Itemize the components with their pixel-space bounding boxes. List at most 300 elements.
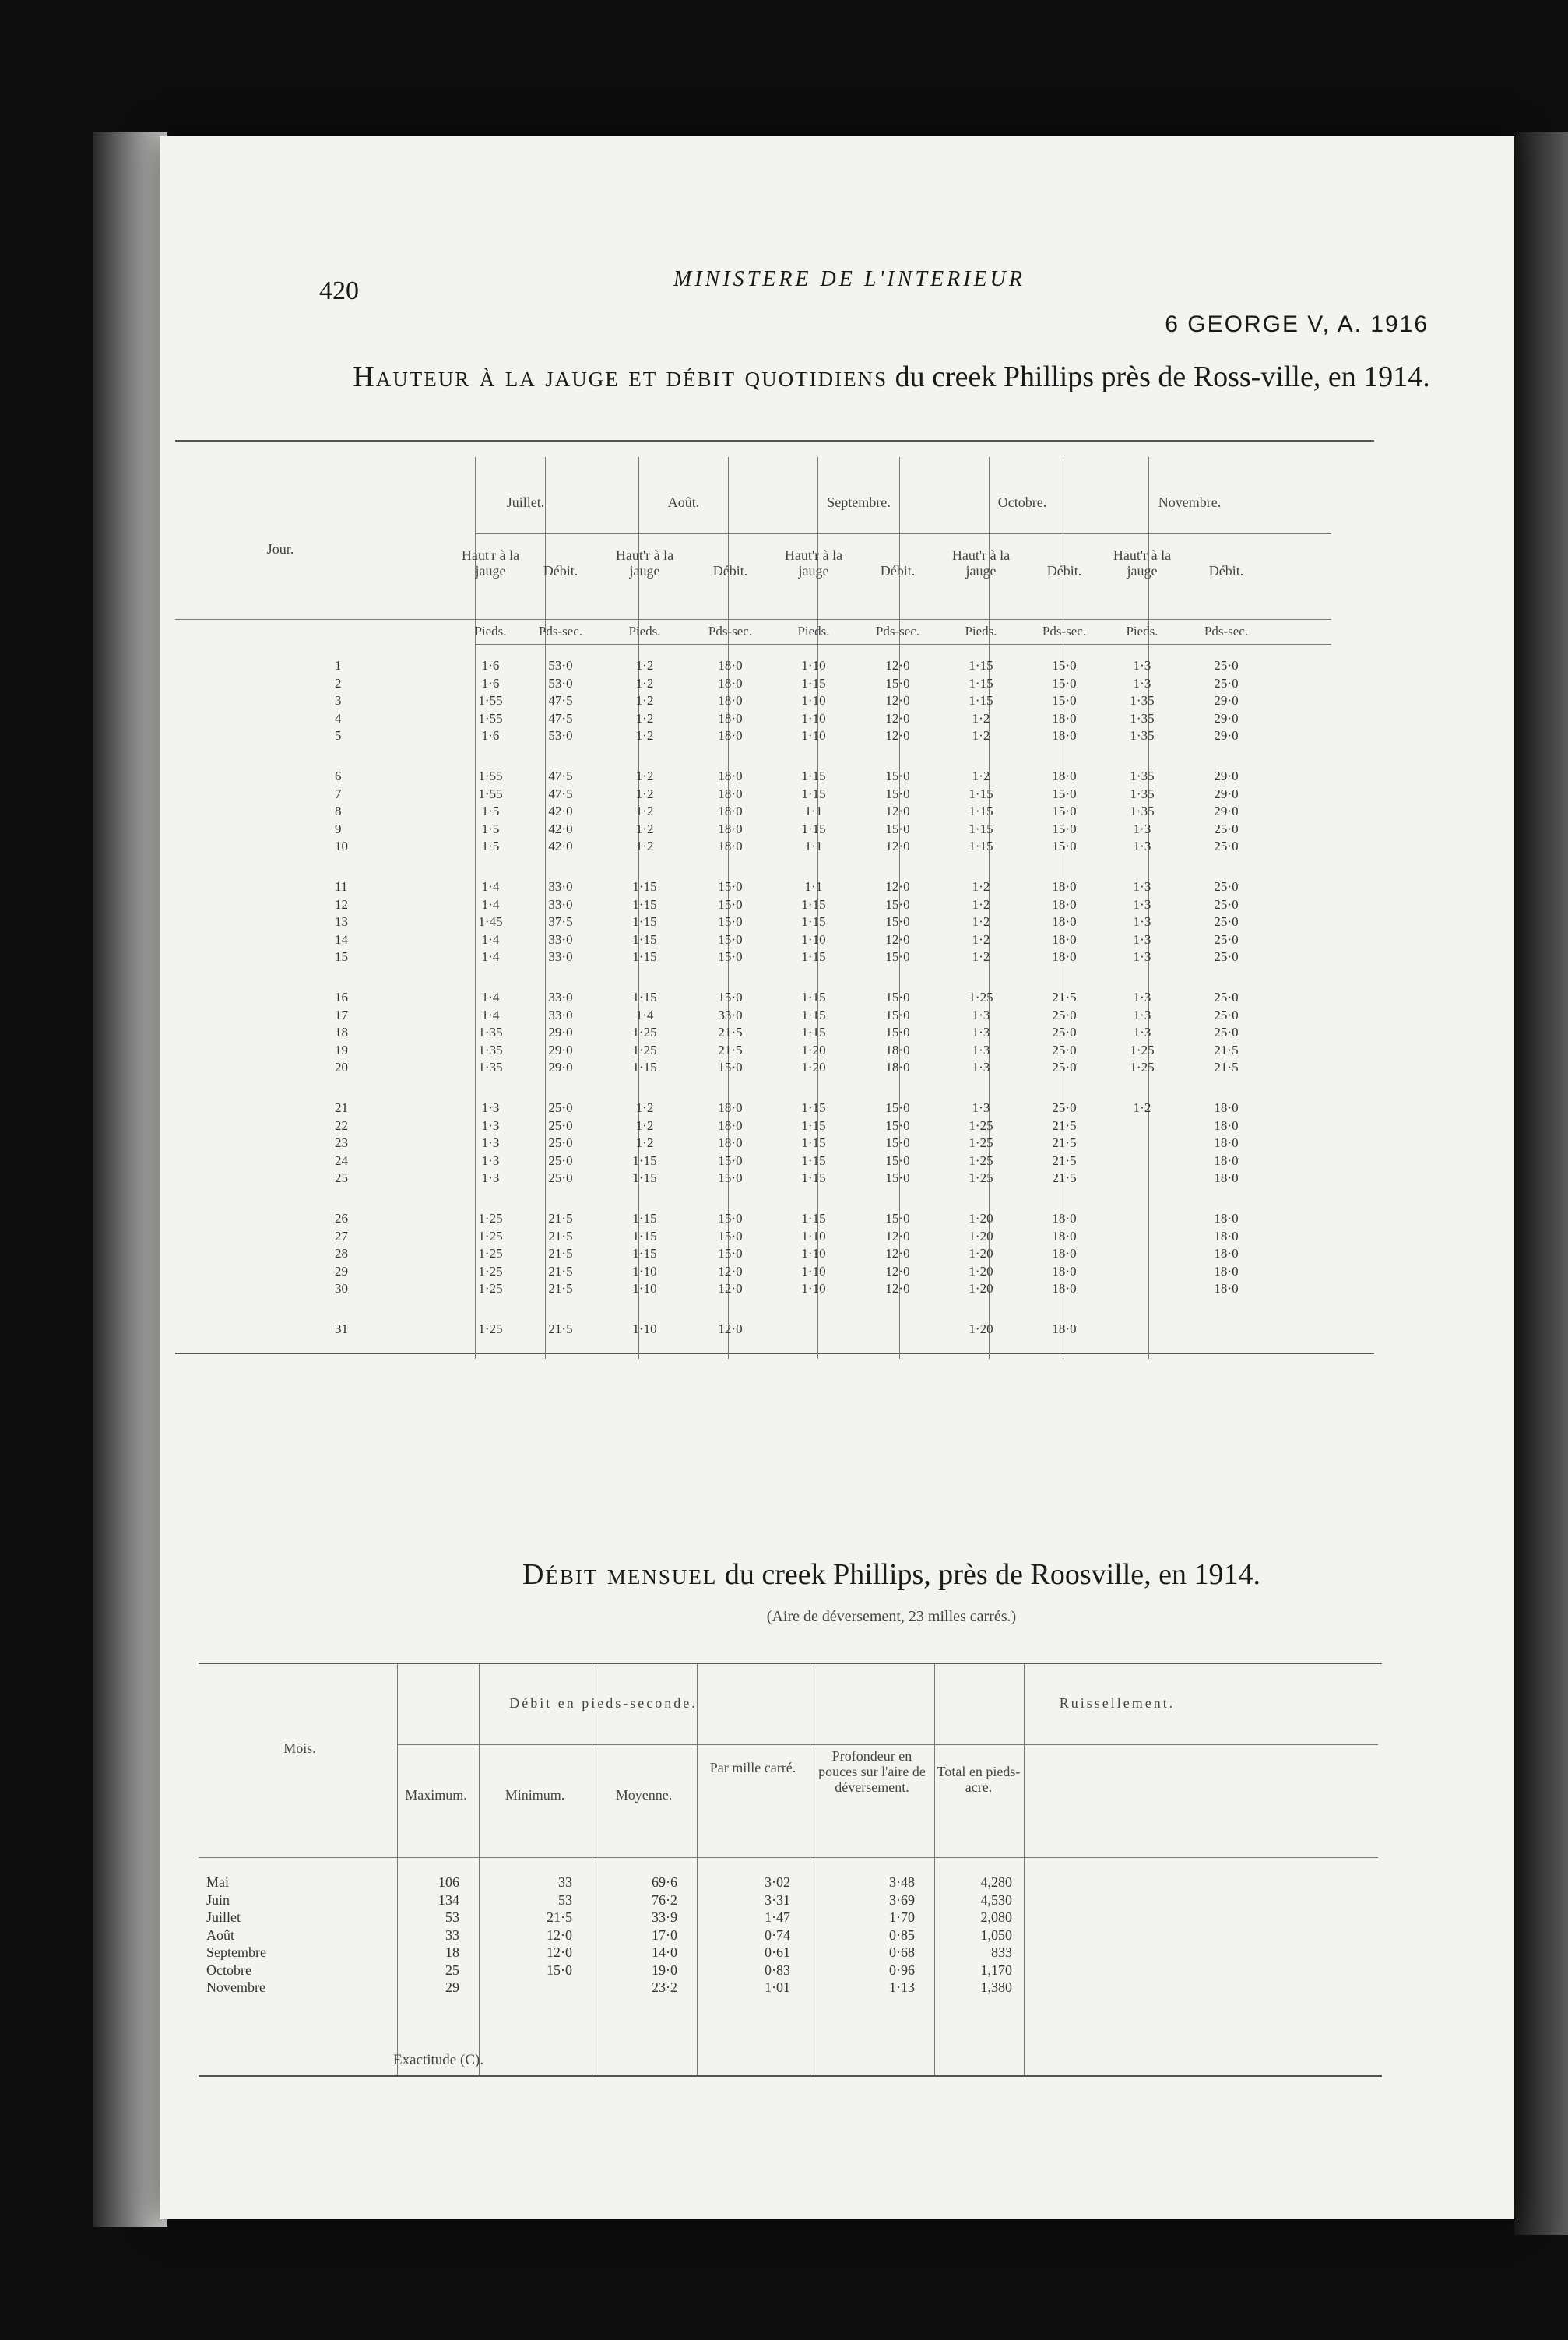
table-cell: 29·0 xyxy=(1214,710,1239,726)
table-cell: 1·20 xyxy=(969,1263,993,1279)
table-cell: 1·2 xyxy=(635,786,654,801)
day-number: 24 xyxy=(335,1152,348,1168)
table-cell: 15·0 xyxy=(885,1007,910,1022)
table-cell: 12·0 xyxy=(885,1263,910,1279)
table-cell: 1·4 xyxy=(481,949,500,964)
table-cell: 21·5 xyxy=(1052,1117,1077,1133)
table-cell: 15·0 xyxy=(885,1152,910,1168)
table-cell: 1·2 xyxy=(635,839,654,853)
monthly-cell: 76·2 xyxy=(652,1891,677,1908)
monthly-cell: 2,080 xyxy=(980,1909,1012,1925)
table-cell: 1·10 xyxy=(632,1281,657,1296)
day-number: 11 xyxy=(335,879,348,894)
table-cell: 15·0 xyxy=(885,1170,910,1185)
table-cell: 1·6 xyxy=(481,658,500,673)
table-cell: 15·0 xyxy=(885,914,910,929)
flow-subheader: Débit. xyxy=(712,563,748,579)
unit-cfs: Pds-sec. xyxy=(538,624,583,639)
table-cell: 25·0 xyxy=(1214,839,1239,853)
table-cell: 21·5 xyxy=(1052,1170,1077,1185)
table-cell: 1·4 xyxy=(481,990,500,1005)
table-cell: 1·5 xyxy=(481,821,500,836)
monthly-cell: 1·01 xyxy=(765,1979,790,1995)
table-cell: 18·0 xyxy=(1052,769,1077,783)
table-cell: 25·0 xyxy=(548,1100,573,1115)
table-cell: 18·0 xyxy=(718,1117,743,1133)
day-number: 27 xyxy=(335,1228,348,1244)
table-cell: 1·15 xyxy=(632,1152,657,1168)
day-number: 18 xyxy=(335,1025,348,1040)
table-cell: 1·25 xyxy=(478,1228,503,1244)
unit-feet: Pieds. xyxy=(797,624,830,639)
monthly-cell: 1·47 xyxy=(765,1909,790,1925)
table-cell: 1·10 xyxy=(801,1263,826,1279)
table-cell: 1·20 xyxy=(969,1211,993,1226)
table-cell: 18·0 xyxy=(718,1135,743,1150)
table-cell: 1·35 xyxy=(1130,786,1155,801)
table-cell: 1·15 xyxy=(632,1246,657,1261)
table-cell: 21·5 xyxy=(1052,1152,1077,1168)
table-cell: 21·5 xyxy=(718,1025,743,1040)
table-cell: 18·0 xyxy=(1052,1263,1077,1279)
month-row-label: Octobre xyxy=(206,1962,251,1978)
table-cell: 1·35 xyxy=(478,1042,503,1057)
table-cell: 1·3 xyxy=(481,1152,500,1168)
table-cell: 1·10 xyxy=(801,658,826,673)
table-cell: 1·25 xyxy=(632,1042,657,1057)
table-cell: 12·0 xyxy=(885,658,910,673)
table-cell: 21·5 xyxy=(1214,1060,1239,1075)
table-cell: 29·0 xyxy=(548,1060,573,1075)
table-cell: 18·0 xyxy=(885,1060,910,1075)
table-cell: 18·0 xyxy=(1052,728,1077,743)
table-cell: 1·15 xyxy=(632,1170,657,1185)
month-header: Novembre. xyxy=(1158,494,1222,510)
month-header: Août. xyxy=(667,494,700,510)
height-subheader: Haut'r à la jauge xyxy=(1113,547,1172,579)
table-cell: 1·2 xyxy=(972,879,990,894)
table-cell: 1·2 xyxy=(635,1117,654,1133)
month-column-header: Mois. xyxy=(283,1740,316,1756)
table-rule xyxy=(199,1663,1382,1664)
table-cell: 1·1 xyxy=(804,879,823,894)
table-cell: 15·0 xyxy=(718,914,743,929)
flow-subheader: Débit. xyxy=(1208,563,1244,579)
runoff-group-header: Ruissellement. xyxy=(1059,1695,1176,1711)
height-subheader: Haut'r à la jauge xyxy=(784,547,843,579)
day-number: 7 xyxy=(335,786,342,801)
table-cell: 1·2 xyxy=(972,931,990,947)
table-cell: 1·3 xyxy=(1133,675,1151,691)
month-header: Juillet. xyxy=(506,494,545,510)
monthly-column-header: Minimum. xyxy=(505,1787,565,1803)
day-number: 30 xyxy=(335,1281,348,1296)
table-cell: 1·4 xyxy=(481,1007,500,1022)
table-cell: 1·35 xyxy=(478,1025,503,1040)
table-cell: 1·5 xyxy=(481,804,500,818)
table-cell: 1·35 xyxy=(1130,728,1155,743)
header-rule xyxy=(199,1857,1378,1858)
table-cell: 1·25 xyxy=(1130,1042,1155,1057)
table-cell: 1·2 xyxy=(972,949,990,964)
table-cell: 29·0 xyxy=(1214,804,1239,818)
table-cell: 25·0 xyxy=(1214,675,1239,691)
table-cell: 18·0 xyxy=(1052,1211,1077,1226)
monthly-column-header: Profondeur en pouces sur l'aire de déversement. xyxy=(818,1748,926,1795)
table-cell: 29·0 xyxy=(548,1042,573,1057)
monthly-cell: 0·61 xyxy=(765,1944,790,1960)
table-cell: 18·0 xyxy=(718,658,743,673)
unit-feet: Pieds. xyxy=(628,624,661,639)
table-cell: 15·0 xyxy=(1052,804,1077,818)
table-cell: 33·0 xyxy=(548,931,573,947)
table-cell: 25·0 xyxy=(1214,821,1239,836)
monthly-cell: 33 xyxy=(445,1927,459,1943)
table-cell: 21·5 xyxy=(548,1263,573,1279)
monthly-cell: 53 xyxy=(558,1891,572,1908)
table-cell: 1·10 xyxy=(632,1263,657,1279)
column-rule xyxy=(697,1664,698,2075)
table-cell: 25·0 xyxy=(1214,949,1239,964)
unit-cfs: Pds-sec. xyxy=(875,624,920,639)
day-number: 21 xyxy=(335,1100,348,1115)
table-cell: 1·10 xyxy=(801,931,826,947)
table-cell: 1·10 xyxy=(801,1246,826,1261)
monthly-cell: 14·0 xyxy=(652,1944,677,1960)
table-cell: 33·0 xyxy=(548,879,573,894)
monthly-cell: 1,170 xyxy=(980,1962,1012,1978)
table-cell: 1·15 xyxy=(801,914,826,929)
day-number: 5 xyxy=(335,728,342,743)
table-cell: 1·45 xyxy=(478,914,503,929)
month-header: Septembre. xyxy=(827,494,891,510)
monthly-cell: 3·31 xyxy=(765,1891,790,1908)
table-cell: 25·0 xyxy=(1052,1025,1077,1040)
table-cell: 12·0 xyxy=(885,710,910,726)
table-rule xyxy=(199,2075,1382,2077)
unit-feet: Pieds. xyxy=(1126,624,1158,639)
table-cell: 25·0 xyxy=(1214,896,1239,912)
table-cell: 18·0 xyxy=(1052,1246,1077,1261)
table-cell: 1·35 xyxy=(478,1060,503,1075)
table-cell: 29·0 xyxy=(1214,786,1239,801)
table-cell: 18·0 xyxy=(1052,914,1077,929)
monthly-cell: 4,530 xyxy=(980,1891,1012,1908)
table-cell: 15·0 xyxy=(1052,786,1077,801)
table-cell: 18·0 xyxy=(718,728,743,743)
table-cell: 12·0 xyxy=(885,1246,910,1261)
table-cell: 15·0 xyxy=(718,879,743,894)
table-cell: 1·35 xyxy=(1130,804,1155,818)
monthly-column-header: Par mille carré. xyxy=(709,1760,796,1775)
table-cell: 12·0 xyxy=(718,1321,743,1336)
table-cell: 15·0 xyxy=(718,1170,743,1185)
monthly-table-title xyxy=(346,1557,1436,1592)
month-row-label: Mai xyxy=(206,1874,229,1890)
table-cell: 15·0 xyxy=(718,990,743,1005)
day-number: 31 xyxy=(335,1321,348,1336)
table-cell: 1·20 xyxy=(801,1060,826,1075)
table-cell: 1·10 xyxy=(801,693,826,708)
month-row-label: Novembre xyxy=(206,1979,265,1995)
table-cell: 1·4 xyxy=(481,896,500,912)
table-cell: 1·15 xyxy=(969,839,993,853)
table-cell: 15·0 xyxy=(718,1228,743,1244)
session-label: 6 GEORGE V, A. 1916 xyxy=(1165,311,1429,337)
flow-subheader: Débit. xyxy=(880,563,916,579)
table-cell: 15·0 xyxy=(885,1135,910,1150)
table-cell: 25·0 xyxy=(1052,1060,1077,1075)
table-cell: 12·0 xyxy=(718,1263,743,1279)
table-cell: 1·15 xyxy=(632,879,657,894)
table-cell: 1·55 xyxy=(478,786,503,801)
table-cell: 12·0 xyxy=(885,693,910,708)
table-cell: 21·5 xyxy=(1052,1135,1077,1150)
table-cell: 1·15 xyxy=(969,675,993,691)
table-cell: 1·3 xyxy=(1133,839,1151,853)
table-cell: 1·15 xyxy=(969,693,993,708)
table-cell: 25·0 xyxy=(1214,658,1239,673)
table-cell: 15·0 xyxy=(718,1211,743,1226)
table-cell: 21·5 xyxy=(1052,990,1077,1005)
table-cell: 33·0 xyxy=(548,949,573,964)
monthly-title-caps: Débit mensuel xyxy=(522,1558,718,1591)
table-cell: 1·15 xyxy=(632,990,657,1005)
monthly-cell: 53 xyxy=(445,1909,459,1925)
table-cell: 1·15 xyxy=(801,1025,826,1040)
unit-cfs: Pds-sec. xyxy=(1204,624,1249,639)
table-cell: 1·15 xyxy=(969,821,993,836)
table-cell: 42·0 xyxy=(548,804,573,818)
table-cell: 15·0 xyxy=(1052,658,1077,673)
table-cell: 1·2 xyxy=(635,658,654,673)
table-cell: 29·0 xyxy=(1214,728,1239,743)
table-cell: 1·25 xyxy=(478,1246,503,1261)
table-cell: 53·0 xyxy=(548,675,573,691)
day-number: 15 xyxy=(335,949,348,964)
table-cell: 1·15 xyxy=(969,786,993,801)
table-cell: 29·0 xyxy=(548,1025,573,1040)
table-cell: 1·20 xyxy=(969,1246,993,1261)
table-cell: 1·3 xyxy=(972,1007,990,1022)
table-cell: 1·15 xyxy=(801,1211,826,1226)
table-cell: 1·2 xyxy=(635,804,654,818)
table-cell: 1·15 xyxy=(801,769,826,783)
table-cell: 1·6 xyxy=(481,675,500,691)
table-cell: 15·0 xyxy=(1052,839,1077,853)
table-cell: 1·35 xyxy=(1130,710,1155,726)
table-cell: 1·15 xyxy=(801,1117,826,1133)
table-cell: 18·0 xyxy=(1052,896,1077,912)
header-rule xyxy=(475,533,1331,534)
table-cell: 1·15 xyxy=(632,896,657,912)
table-cell: 1·35 xyxy=(1130,693,1155,708)
table-cell: 29·0 xyxy=(1214,769,1239,783)
flow-subheader: Débit. xyxy=(1046,563,1082,579)
table-cell: 21·5 xyxy=(1214,1042,1239,1057)
facing-page-edge xyxy=(1514,132,1568,2235)
day-number: 12 xyxy=(335,896,348,912)
daily-table-title xyxy=(331,358,1452,396)
month-row-label: Juin xyxy=(206,1891,230,1908)
monthly-cell: 4,280 xyxy=(980,1874,1012,1890)
table-cell: 1·2 xyxy=(635,675,654,691)
table-cell: 21·5 xyxy=(548,1246,573,1261)
table-cell: 1·3 xyxy=(972,1060,990,1075)
monthly-cell: 134 xyxy=(438,1891,459,1908)
table-cell: 25·0 xyxy=(1214,1007,1239,1022)
monthly-cell: 69·6 xyxy=(652,1874,677,1890)
column-rule xyxy=(479,1664,480,2075)
table-cell: 1·1 xyxy=(804,839,823,853)
table-cell: 1·10 xyxy=(801,728,826,743)
table-cell: 1·3 xyxy=(481,1135,500,1150)
table-cell: 18·0 xyxy=(1214,1117,1239,1133)
table-cell: 18·0 xyxy=(1052,1281,1077,1296)
table-cell: 21·5 xyxy=(548,1228,573,1244)
table-cell: 1·2 xyxy=(972,710,990,726)
unit-feet: Pieds. xyxy=(474,624,507,639)
table-cell: 1·15 xyxy=(969,658,993,673)
table-cell: 1·15 xyxy=(801,821,826,836)
page-number: 420 xyxy=(319,276,359,305)
table-cell: 1·10 xyxy=(801,1228,826,1244)
table-cell: 1·15 xyxy=(632,914,657,929)
table-cell: 1·2 xyxy=(635,769,654,783)
table-cell: 1·3 xyxy=(1133,896,1151,912)
table-cell: 25·0 xyxy=(548,1152,573,1168)
monthly-cell: 12·0 xyxy=(547,1944,572,1960)
table-cell: 1·2 xyxy=(635,728,654,743)
table-cell: 25·0 xyxy=(548,1135,573,1150)
table-cell: 18·0 xyxy=(718,786,743,801)
table-cell: 1·25 xyxy=(478,1321,503,1336)
table-cell: 15·0 xyxy=(885,990,910,1005)
table-cell: 18·0 xyxy=(718,693,743,708)
table-cell: 1·55 xyxy=(478,710,503,726)
table-cell: 1·15 xyxy=(801,1100,826,1115)
table-cell: 15·0 xyxy=(718,1060,743,1075)
monthly-cell: 33·9 xyxy=(652,1909,677,1925)
monthly-cell: 21·5 xyxy=(547,1909,572,1925)
day-number: 6 xyxy=(335,769,342,783)
table-cell: 21·5 xyxy=(548,1211,573,1226)
monthly-cell: 0·68 xyxy=(889,1944,915,1960)
table-cell: 18·0 xyxy=(885,1042,910,1057)
table-cell: 1·3 xyxy=(972,1025,990,1040)
table-cell: 21·5 xyxy=(718,1042,743,1057)
table-cell: 25·0 xyxy=(1214,1025,1239,1040)
table-cell: 1·3 xyxy=(481,1100,500,1115)
day-number: 16 xyxy=(335,990,348,1005)
book-spine xyxy=(93,132,167,2227)
table-cell: 1·4 xyxy=(481,931,500,947)
table-cell: 18·0 xyxy=(1214,1281,1239,1296)
day-number: 22 xyxy=(335,1117,348,1133)
table-cell: 1·20 xyxy=(969,1281,993,1296)
table-cell: 18·0 xyxy=(1052,931,1077,947)
table-cell: 33·0 xyxy=(548,990,573,1005)
table-cell: 1·3 xyxy=(1133,1007,1151,1022)
table-cell: 18·0 xyxy=(1214,1152,1239,1168)
table-cell: 1·15 xyxy=(801,949,826,964)
table-cell: 1·35 xyxy=(1130,769,1155,783)
monthly-column-header: Maximum. xyxy=(405,1787,467,1803)
column-rule xyxy=(397,1664,398,2075)
table-cell: 47·5 xyxy=(548,786,573,801)
table-cell: 1·25 xyxy=(478,1211,503,1226)
table-cell: 12·0 xyxy=(885,879,910,894)
monthly-cell: 3·02 xyxy=(765,1874,790,1890)
table-cell: 1·15 xyxy=(632,1228,657,1244)
table-cell: 25·0 xyxy=(1052,1100,1077,1115)
table-cell: 1·25 xyxy=(969,1152,993,1168)
monthly-cell: 1·13 xyxy=(889,1979,915,1995)
monthly-cell: 23·2 xyxy=(652,1979,677,1995)
table-cell: 1·3 xyxy=(481,1117,500,1133)
table-cell: 18·0 xyxy=(1052,710,1077,726)
day-number: 26 xyxy=(335,1211,348,1226)
flow-group-header: Débit en pieds-seconde. xyxy=(509,1695,698,1711)
table-cell: 1·25 xyxy=(969,990,993,1005)
table-cell: 1·4 xyxy=(481,879,500,894)
table-cell: 25·0 xyxy=(548,1170,573,1185)
table-cell: 15·0 xyxy=(885,1100,910,1115)
height-subheader: Haut'r à la jauge xyxy=(951,547,1011,579)
day-number: 20 xyxy=(335,1060,348,1075)
table-cell: 1·15 xyxy=(801,1135,826,1150)
table-cell: 25·0 xyxy=(1214,990,1239,1005)
table-cell: 1·15 xyxy=(632,949,657,964)
monthly-cell: 1,380 xyxy=(980,1979,1012,1995)
table-cell: 1·5 xyxy=(481,839,500,853)
table-rule xyxy=(175,1353,1374,1354)
day-number: 10 xyxy=(335,839,348,853)
table-cell: 18·0 xyxy=(718,821,743,836)
table-cell: 47·5 xyxy=(548,710,573,726)
table-cell: 1·55 xyxy=(478,769,503,783)
monthly-cell: 0·96 xyxy=(889,1962,915,1978)
table-cell: 1·3 xyxy=(1133,879,1151,894)
monthly-cell: 1·70 xyxy=(889,1909,915,1925)
column-rule xyxy=(1024,1664,1025,2075)
table-cell: 15·0 xyxy=(1052,821,1077,836)
table-cell: 18·0 xyxy=(1214,1228,1239,1244)
table-cell: 15·0 xyxy=(885,1117,910,1133)
daily-title-caps: Hauteur à la jauge et débit quotidiens xyxy=(353,361,888,393)
table-cell: 1·3 xyxy=(1133,658,1151,673)
table-cell: 1·15 xyxy=(801,1007,826,1022)
table-cell: 25·0 xyxy=(1214,879,1239,894)
table-cell: 18·0 xyxy=(718,1100,743,1115)
table-cell: 1·3 xyxy=(1133,821,1151,836)
table-cell: 15·0 xyxy=(718,949,743,964)
table-cell: 1·2 xyxy=(972,728,990,743)
table-cell: 1·6 xyxy=(481,728,500,743)
table-cell: 1·25 xyxy=(1130,1060,1155,1075)
table-cell: 1·20 xyxy=(969,1321,993,1336)
table-cell: 1·55 xyxy=(478,693,503,708)
table-cell: 1·2 xyxy=(635,821,654,836)
table-cell: 15·0 xyxy=(885,896,910,912)
monthly-cell: 25 xyxy=(445,1962,459,1978)
day-number: 9 xyxy=(335,821,342,836)
table-cell: 1·2 xyxy=(635,1135,654,1150)
table-cell: 12·0 xyxy=(885,804,910,818)
table-cell: 1·3 xyxy=(481,1170,500,1185)
monthly-cell: 18 xyxy=(445,1944,459,1960)
daily-title-rest: du creek Phillips près de Ross-ville, en 1914. xyxy=(895,361,1430,393)
